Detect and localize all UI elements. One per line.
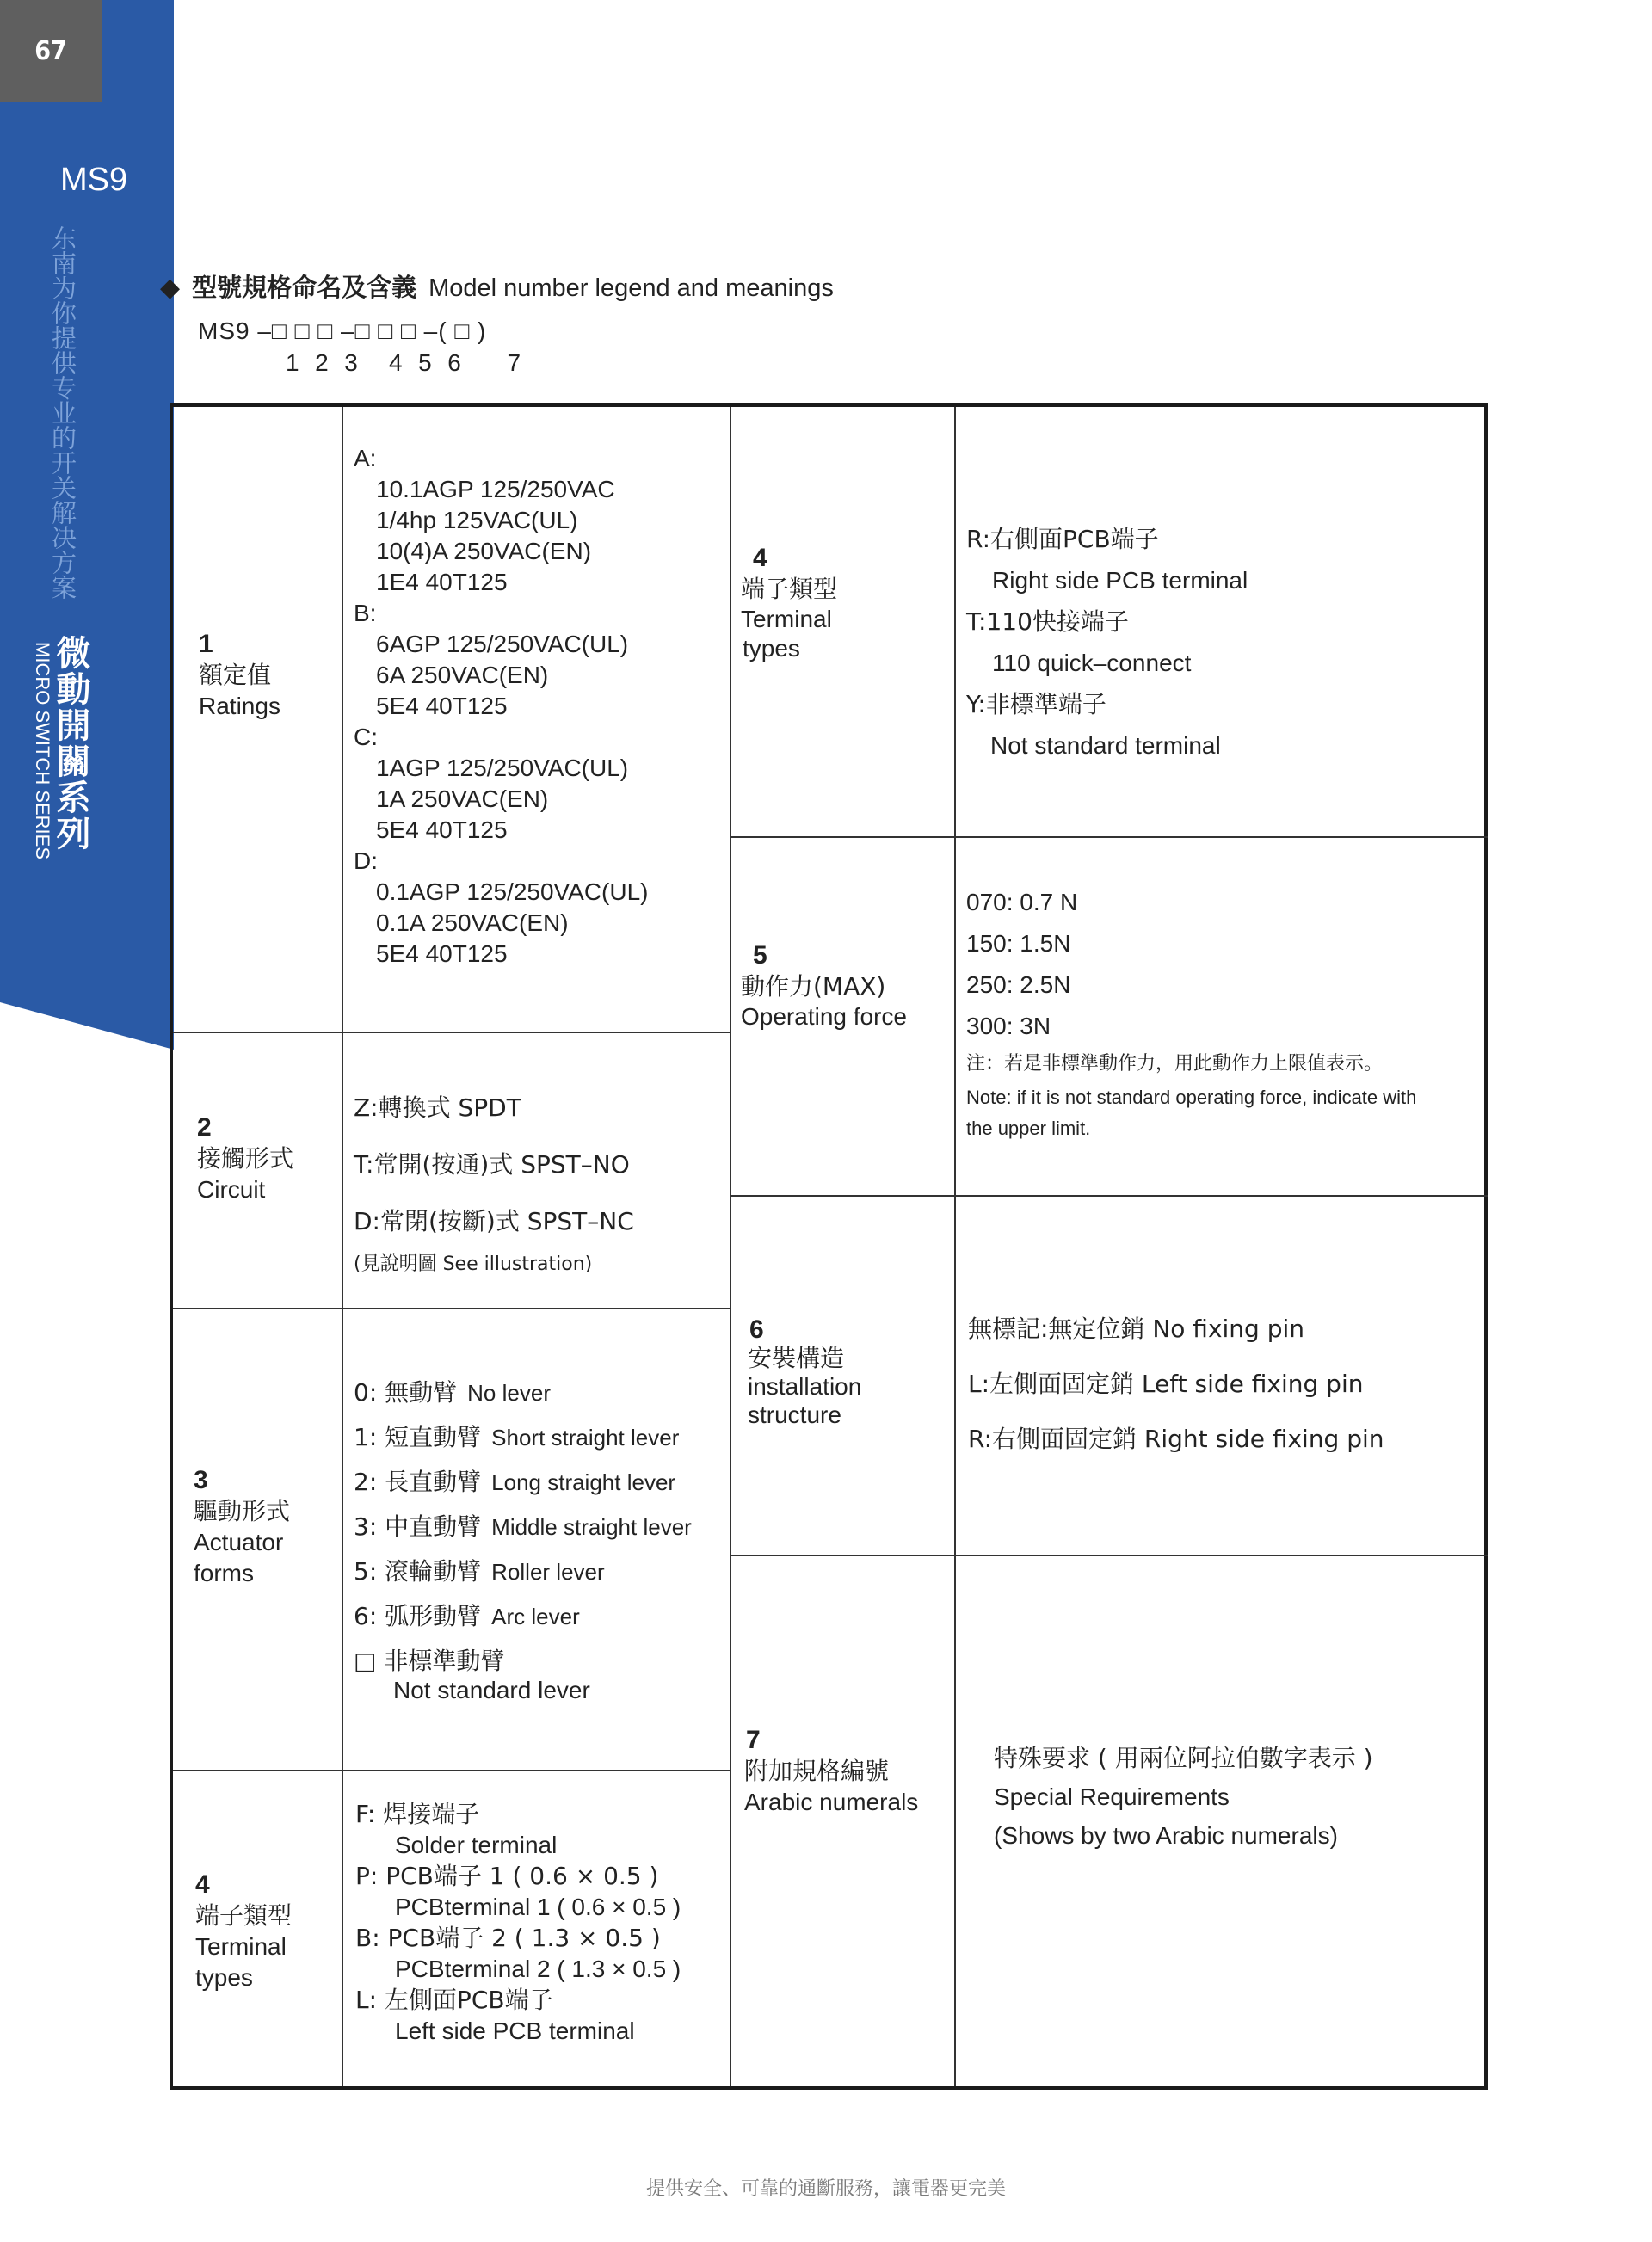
rating-line: 1A 250VAC(EN) bbox=[376, 785, 549, 812]
rating-line: B: bbox=[354, 600, 377, 626]
terminal-label-right bbox=[741, 543, 837, 663]
lever-cn: 6: 弧形動臂 bbox=[354, 1602, 482, 1630]
force-en: Operating force bbox=[741, 1003, 907, 1030]
force-number: 5 bbox=[753, 941, 767, 970]
terminal-line: P: PCB端子 1 ( 0.6 × 0.5 ) bbox=[355, 1862, 659, 1890]
structure-item: L:左側面固定銷 Left side fixing pin bbox=[968, 1370, 1364, 1398]
structure-number: 6 bbox=[749, 1315, 764, 1344]
terminal-values-right bbox=[966, 519, 1248, 767]
structure-values bbox=[968, 1302, 1384, 1467]
sidebar-series-cn: 微動開關系列 bbox=[51, 635, 90, 852]
rating-line: 0.1AGP 125/250VAC(UL) bbox=[376, 878, 649, 905]
structure-cn: 安裝構造 bbox=[748, 1344, 845, 1372]
lever-item bbox=[354, 1415, 692, 1460]
additional-cn: 附加規格編號 bbox=[744, 1757, 890, 1785]
structure-item: R:右側面固定銷 Right side fixing pin bbox=[968, 1425, 1384, 1453]
terminal-cn: 端子類型 bbox=[741, 575, 838, 603]
additional-en: Arabic numerals bbox=[744, 1789, 919, 1815]
terminal-label-left bbox=[195, 1869, 292, 1993]
rating-line: 5E4 40T125 bbox=[376, 940, 508, 967]
actuator-cn: 驅動形式 bbox=[194, 1497, 291, 1525]
force-note-en: Note: if it is not standard operating force, indicate with bbox=[966, 1087, 1417, 1108]
terminal-line: PCBterminal 2 ( 1.3 × 0.5 ) bbox=[395, 1956, 681, 1982]
actuator-values bbox=[354, 1370, 692, 1704]
nonstandard-lever-en: Not standard lever bbox=[393, 1677, 590, 1703]
ratings-cn: 額定值 bbox=[199, 661, 272, 689]
nonstandard-lever-cn: □ 非標準動臂 bbox=[354, 1647, 505, 1675]
heading-en: Model number legend and meanings bbox=[428, 274, 834, 302]
circuit-label bbox=[197, 1112, 293, 1205]
sidebar-series-en: MICRO SWITCH SERIES bbox=[32, 642, 53, 860]
rating-line: 6A 250VAC(EN) bbox=[376, 662, 549, 688]
circuit-note: (見說明圖 See illustration) bbox=[354, 1253, 593, 1275]
sidebar-band bbox=[0, 0, 174, 1050]
rating-line: 1/4hp 125VAC(UL) bbox=[376, 507, 578, 533]
terminal-en: Terminal bbox=[741, 606, 832, 632]
additional-line: (Shows by two Arabic numerals) bbox=[994, 1822, 1338, 1849]
circuit-item: T:常開(按通)式 SPST–NO bbox=[354, 1150, 630, 1179]
circuit-cn: 接觸形式 bbox=[197, 1144, 294, 1173]
model-code: MS9 –□ □ □ –□ □ □ –( □ ) bbox=[198, 317, 487, 344]
lever-item bbox=[354, 1460, 692, 1505]
ratings-number: 1 bbox=[199, 630, 213, 658]
lever-item bbox=[354, 1594, 692, 1639]
terminal-line: B: PCB端子 2 ( 1.3 × 0.5 ) bbox=[355, 1924, 661, 1952]
divider bbox=[730, 407, 731, 2086]
model-indices: 1 2 3 4 5 6 7 bbox=[286, 349, 522, 376]
rating-line: 6AGP 125/250VAC(UL) bbox=[376, 631, 629, 657]
terminal-line: Solder terminal bbox=[395, 1832, 558, 1858]
lever-en: Long straight lever bbox=[491, 1469, 676, 1495]
diamond-icon: ◆ bbox=[160, 273, 181, 303]
terminal-en: types bbox=[195, 1964, 253, 1991]
rating-line: 5E4 40T125 bbox=[376, 816, 508, 843]
lever-en: No lever bbox=[467, 1380, 551, 1406]
terminal-line: Left side PCB terminal bbox=[395, 2017, 635, 2044]
force-item: 150: 1.5N bbox=[966, 930, 1071, 957]
terminal-line: Y:非標準端子 bbox=[966, 690, 1106, 718]
rating-line: D: bbox=[354, 847, 378, 874]
lever-item bbox=[354, 1505, 692, 1549]
force-cn: 動作力(MAX) bbox=[741, 972, 886, 1001]
divider bbox=[730, 1555, 1488, 1556]
actuator-number: 3 bbox=[194, 1466, 208, 1494]
additional-label bbox=[744, 1725, 918, 1818]
force-label bbox=[741, 940, 907, 1032]
divider bbox=[954, 407, 956, 2086]
terminal-values-left bbox=[355, 1799, 681, 2047]
divider bbox=[173, 1308, 730, 1309]
rating-line: C: bbox=[354, 724, 378, 750]
circuit-item: D:常閉(按斷)式 SPST–NC bbox=[354, 1207, 634, 1235]
rating-line: A: bbox=[354, 445, 377, 471]
rating-line: 1E4 40T125 bbox=[376, 569, 508, 595]
section-heading bbox=[160, 268, 834, 304]
force-note-cn: 注：若是非標準動作力，用此動作力上限值表示。 bbox=[966, 1053, 1384, 1075]
divider bbox=[730, 1195, 1488, 1197]
page-number: 67 bbox=[0, 0, 102, 102]
heading-cn: 型號規格命名及含義 bbox=[192, 273, 417, 302]
structure-label bbox=[748, 1315, 861, 1429]
terminal-line: F: 焊接端子 bbox=[355, 1800, 480, 1828]
terminal-en: Terminal bbox=[195, 1933, 287, 1960]
lever-item bbox=[354, 1549, 692, 1594]
terminal-en: types bbox=[743, 635, 800, 662]
lever-en: Short straight lever bbox=[491, 1425, 680, 1451]
lever-en: Arc lever bbox=[491, 1604, 580, 1629]
lever-cn: 2: 長直動臂 bbox=[354, 1468, 482, 1496]
terminal-line: T:110快接端子 bbox=[966, 607, 1129, 636]
series-code: MS9 bbox=[60, 162, 128, 198]
actuator-en: Actuator bbox=[194, 1529, 284, 1555]
circuit-en: Circuit bbox=[197, 1176, 266, 1203]
additional-line: Special Requirements bbox=[994, 1783, 1230, 1810]
structure-item: 無標記:無定位銷 No fixing pin bbox=[968, 1315, 1305, 1343]
terminal-cn: 端子類型 bbox=[195, 1901, 293, 1930]
force-item: 300: 3N bbox=[966, 1013, 1051, 1039]
sidebar-slogan: 东南为你提供专业的开关解决方案 bbox=[48, 225, 77, 600]
rating-line: 5E4 40T125 bbox=[376, 693, 508, 719]
divider bbox=[342, 407, 343, 2086]
actuator-en: forms bbox=[194, 1560, 254, 1586]
structure-en: installation bbox=[748, 1373, 862, 1400]
lever-en: Roller lever bbox=[491, 1559, 605, 1585]
force-item: 070: 0.7 N bbox=[966, 889, 1078, 915]
rating-line: 10.1AGP 125/250VAC bbox=[376, 476, 615, 502]
terminal-line: L: 左側面PCB端子 bbox=[355, 1986, 553, 2014]
ratings-values bbox=[354, 443, 648, 970]
rating-line: 0.1A 250VAC(EN) bbox=[376, 909, 569, 936]
force-note-en: the upper limit. bbox=[966, 1118, 1091, 1139]
rating-line: 1AGP 125/250VAC(UL) bbox=[376, 755, 629, 781]
lever-cn: 0: 無動臂 bbox=[354, 1378, 458, 1407]
circuit-item: Z:轉換式 SPDT bbox=[354, 1093, 521, 1122]
terminal-number: 4 bbox=[195, 1870, 210, 1899]
terminal-line: Right side PCB terminal bbox=[992, 567, 1248, 594]
terminal-line: 110 quick–connect bbox=[992, 650, 1192, 676]
terminal-line: R:右側面PCB端子 bbox=[966, 525, 1159, 553]
additional-line: 特殊要求 ( 用兩位阿拉伯數字表示 ) bbox=[994, 1744, 1373, 1772]
divider bbox=[730, 836, 1488, 838]
lever-en: Middle straight lever bbox=[491, 1514, 692, 1540]
additional-values bbox=[994, 1739, 1373, 1855]
lever-item bbox=[354, 1370, 692, 1415]
legend-table bbox=[170, 403, 1488, 2090]
force-values bbox=[966, 882, 1416, 1143]
terminal-number: 4 bbox=[753, 544, 767, 572]
lever-cn: 1: 短直動臂 bbox=[354, 1423, 482, 1451]
lever-cn: 3: 中直動臂 bbox=[354, 1512, 482, 1541]
divider bbox=[173, 1032, 730, 1033]
circuit-values bbox=[354, 1080, 634, 1279]
force-item: 250: 2.5N bbox=[966, 971, 1071, 998]
rating-line: 10(4)A 250VAC(EN) bbox=[376, 538, 592, 564]
terminal-line: Not standard terminal bbox=[990, 732, 1221, 759]
divider bbox=[173, 1770, 730, 1771]
actuator-label bbox=[194, 1465, 290, 1589]
additional-number: 7 bbox=[746, 1726, 761, 1754]
structure-en: structure bbox=[748, 1401, 841, 1428]
page-footer: 提供安全、可靠的通斷服務，讓電器更完美 bbox=[645, 2178, 1006, 2200]
circuit-number: 2 bbox=[197, 1113, 212, 1142]
terminal-line: PCBterminal 1 ( 0.6 × 0.5 ) bbox=[395, 1894, 681, 1920]
ratings-label bbox=[199, 629, 280, 722]
lever-cn: 5: 滾輪動臂 bbox=[354, 1557, 482, 1586]
ratings-en: Ratings bbox=[199, 693, 280, 719]
